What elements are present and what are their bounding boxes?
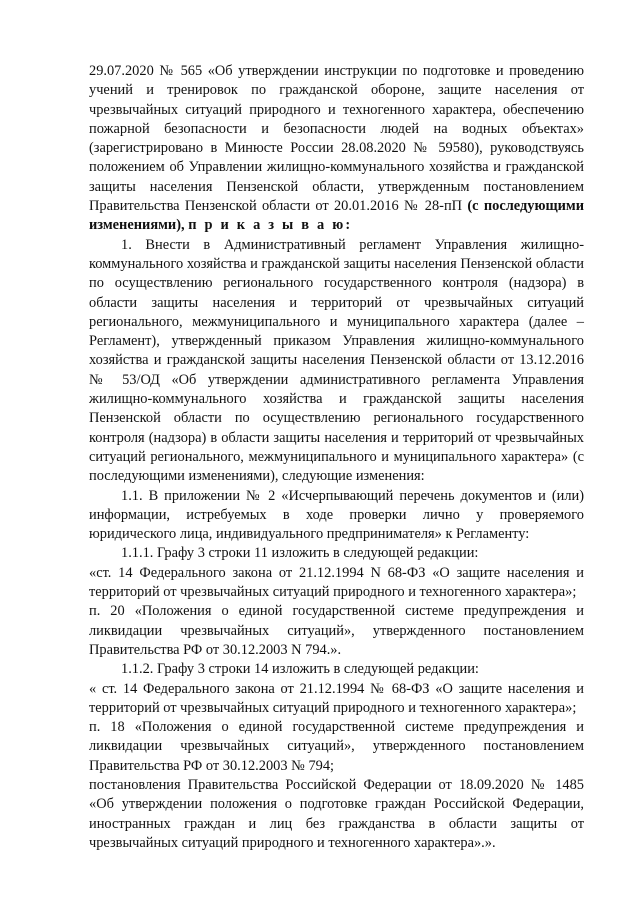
preamble-bold-tail: (с последующими изменениями),	[89, 198, 584, 234]
quote-2b-paragraph: п. 18 «Положения о единой государственной системе предупреждения и ликвидации чрезвычайных ситуаций», утвержденного постановлением Правительства РФ от 30.12.2003 № 794;	[89, 719, 584, 774]
quote-2a-paragraph: « ст. 14 Федерального закона от 21.12.1994 № 68-ФЗ «О защите населения и территорий от чрезвычайных ситуаций природного и техногенного характера»;	[89, 680, 584, 716]
item-1-1-2-paragraph: 1.1.2. Графу 3 строки 14 изложить в следующей редакции:	[121, 661, 479, 678]
item-1-1-paragraph: 1.1. В приложении № 2 «Исчерпывающий перечень документов и (или) информации, истребуемых в ходе проверки лично у проверяемого юридического лица, индивидуального предпринимателя» к Регламенту:	[89, 487, 584, 543]
order-word: п р и к а з ы в а ю:	[188, 217, 353, 234]
item-1-paragraph: 1. Внести в Административный регламент Управления жилищно-коммунального хозяйства и гражданской защиты населения Пензенской области по осуществлению регионального государственного контроля (надзора) в области защиты населения и территорий от чрезвычайных ситуаций регионального, межмуниципального и муниципального характера (далее – Регламент), утвержденный приказом Управления жилищно-коммунального хозяйства и гражданской защиты населения Пензенской области от 13.12.2016 № 53/ОД «Об утверждении административного регламента Управления жилищно-коммунального хозяйства и гражданской защиты населения Пензенской области по осуществлению регионального государственного контроля (надзора) в области защиты населения и территорий от чрезвычайных ситуаций регионального, межмуниципального и муниципального характера» (с последующими изменениями), следующие изменения:	[89, 236, 584, 485]
item-1-1-1-paragraph: 1.1.1. Графу 3 строки 11 изложить в следующей редакции:	[121, 545, 479, 562]
quote-1b-paragraph: п. 20 «Положения о единой государственной системе предупреждения и ликвидации чрезвычайных ситуаций», утвержденного постановлением Правительства РФ от 30.12.2003 N 794.».	[89, 603, 584, 658]
quote-1a-paragraph: «ст. 14 Федерального закона от 21.12.1994 N 68-ФЗ «О защите населения и территорий от чрезвычайных ситуаций природного и техногенного характера»;	[89, 564, 584, 601]
preamble-paragraph	[89, 62, 584, 236]
preamble-text: 29.07.2020 № 565 «Об утверждении инструкции по подготовке и проведению учений и тренировок по гражданской обороне, защите населения от чрезвычайных ситуаций природного и техногенного характера, обеспечению пожарной безопасности и безопасности людей на водных объектах» (зарегистрировано в Минюсте России 28.08.2020 № 59580), руководствуясь положением об Управлении жилищно-коммунального хозяйства и гражданской защиты населения Пензенской области, утвержденным постановлением Правительства Пензенской области от 20.01.2016 № 28-пП	[89, 63, 584, 215]
quote-2c-paragraph: постановления Правительства Российской Федерации от 18.09.2020 № 1485 «Об утверждении положения о подготовке граждан Российской Федерации, иностранных граждан и лиц без гражданства в области защиты от чрезвычайных ситуаций природного и техногенного характера».».	[89, 776, 584, 851]
